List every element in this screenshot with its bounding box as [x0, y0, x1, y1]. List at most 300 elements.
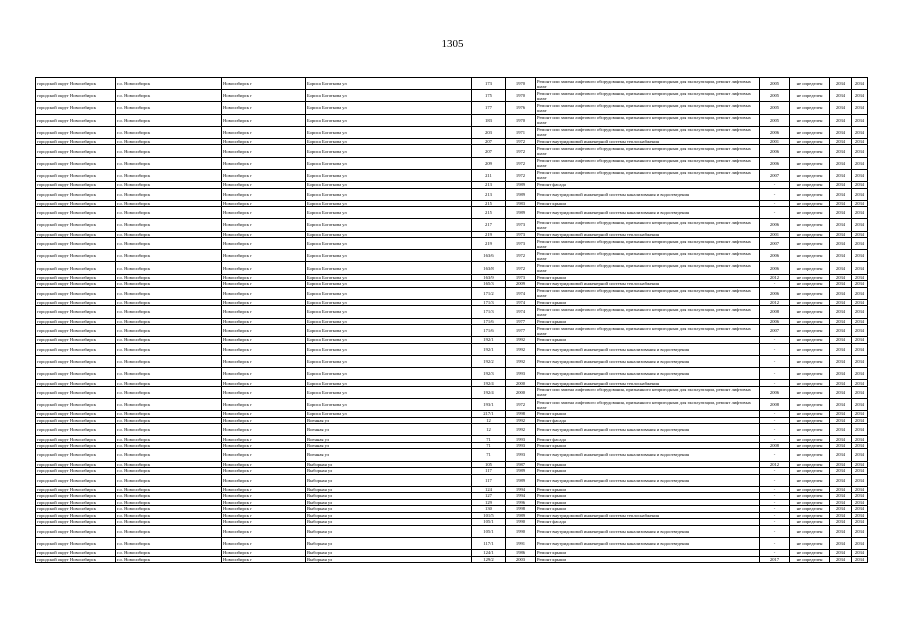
- district-cell: г.о. Новосибирск: [116, 138, 222, 145]
- year-built-cell: 1973: [506, 219, 536, 231]
- work-type-cell: Ремонт или замена лифтового оборудования, признанного непригодным для эксплуатации, ремонт лифтовых шахт: [536, 169, 760, 181]
- last-repair-cell: 2006: [760, 287, 790, 299]
- table-row: [36, 238, 868, 250]
- city-cell: Новосибирск г: [222, 207, 306, 219]
- table-row: [36, 355, 868, 367]
- last-repair-cell: 2006: [760, 262, 790, 274]
- status-cell: не определен: [790, 299, 830, 306]
- last-repair-cell: 2006: [760, 145, 790, 157]
- work-type-cell: Ремонт внутридомовой инженерной системы канализования и водоотведения: [536, 368, 760, 380]
- last-repair-cell: -: [760, 436, 790, 443]
- status-cell: не определен: [790, 468, 830, 475]
- district-cell: г.о. Новосибирск: [116, 169, 222, 181]
- street-cell: Бориса Богаткова ул: [306, 343, 472, 355]
- house-cell: 105: [472, 461, 506, 468]
- year-built-cell: 1970: [506, 114, 536, 126]
- street-cell: Выборная ул: [306, 486, 472, 493]
- year-built-cell: 1987: [506, 461, 536, 468]
- status-cell: не определен: [790, 386, 830, 398]
- plan-end-cell: 2034: [852, 318, 868, 325]
- plan-start-cell: 2034: [830, 550, 852, 557]
- district-cell: г.о. Новосибирск: [116, 512, 222, 519]
- plan-start-cell: 2034: [830, 274, 852, 281]
- table-row: [36, 219, 868, 231]
- last-repair-cell: 2006: [760, 126, 790, 138]
- street-cell: Бориса Богаткова ул: [306, 114, 472, 126]
- district-cell: г.о. Новосибирск: [116, 78, 222, 90]
- plan-start-cell: 2034: [830, 200, 852, 207]
- street-cell: Бориса Богаткова ул: [306, 200, 472, 207]
- plan-end-cell: 2034: [852, 114, 868, 126]
- municipality-cell: городской округ Новосибирск: [36, 468, 116, 475]
- district-cell: г.о. Новосибирск: [116, 474, 222, 486]
- plan-start-cell: 2034: [830, 306, 852, 318]
- work-type-cell: Ремонт крыши: [536, 411, 760, 418]
- last-repair-cell: -: [760, 537, 790, 549]
- house-cell: 183: [472, 114, 506, 126]
- status-cell: не определен: [790, 436, 830, 443]
- plan-end-cell: 2034: [852, 287, 868, 299]
- work-type-cell: Ремонт крыши: [536, 556, 760, 563]
- plan-end-cell: 2034: [852, 556, 868, 563]
- city-cell: Новосибирск г: [222, 188, 306, 200]
- plan-start-cell: 2034: [830, 474, 852, 486]
- district-cell: г.о. Новосибирск: [116, 398, 222, 410]
- plan-end-cell: 2034: [852, 380, 868, 387]
- work-type-cell: Ремонт внутридомовой инженерной системы канализования и водоотведения: [536, 188, 760, 200]
- city-cell: Новосибирск г: [222, 343, 306, 355]
- status-cell: не определен: [790, 506, 830, 513]
- year-built-cell: 1998: [506, 506, 536, 513]
- municipality-cell: городской округ Новосибирск: [36, 299, 116, 306]
- last-repair-cell: 2006: [760, 250, 790, 262]
- plan-end-cell: 2034: [852, 200, 868, 207]
- plan-start-cell: 2034: [830, 238, 852, 250]
- district-cell: г.о. Новосибирск: [116, 274, 222, 281]
- last-repair-cell: -: [760, 424, 790, 436]
- plan-end-cell: 2034: [852, 182, 868, 189]
- municipality-cell: городской округ Новосибирск: [36, 157, 116, 169]
- last-repair-cell: -: [760, 525, 790, 537]
- house-cell: 105/1: [472, 525, 506, 537]
- work-type-cell: Ремонт или замена лифтового оборудования, признанного непригодным для эксплуатации, ремонт лифтовых шахт: [536, 238, 760, 250]
- status-cell: не определен: [790, 556, 830, 563]
- plan-start-cell: 2034: [830, 299, 852, 306]
- year-built-cell: 1992: [506, 337, 536, 344]
- status-cell: не определен: [790, 306, 830, 318]
- table-row: [36, 287, 868, 299]
- status-cell: не определен: [790, 368, 830, 380]
- house-cell: 117: [472, 474, 506, 486]
- plan-start-cell: 2034: [830, 78, 852, 90]
- street-cell: Выборная ул: [306, 550, 472, 557]
- status-cell: не определен: [790, 207, 830, 219]
- plan-start-cell: 2034: [830, 207, 852, 219]
- district-cell: г.о. Новосибирск: [116, 519, 222, 526]
- municipality-cell: городской округ Новосибирск: [36, 262, 116, 274]
- page-number: 1305: [441, 38, 464, 50]
- house-cell: 192/2: [472, 355, 506, 367]
- work-type-cell: Ремонт крыши: [536, 461, 760, 468]
- street-cell: Бориса Богаткова ул: [306, 157, 472, 169]
- district-cell: г.о. Новосибирск: [116, 368, 222, 380]
- last-repair-cell: 2012: [760, 299, 790, 306]
- municipality-cell: городской округ Новосибирск: [36, 145, 116, 157]
- house-cell: 130: [472, 506, 506, 513]
- municipality-cell: городской округ Новосибирск: [36, 90, 116, 102]
- house-cell: 163/6: [472, 250, 506, 262]
- house-cell: 213: [472, 182, 506, 189]
- street-cell: Военная ул: [306, 417, 472, 424]
- municipality-cell: городской округ Новосибирск: [36, 188, 116, 200]
- table-row: [36, 449, 868, 461]
- table-row: [36, 102, 868, 114]
- house-cell: 219: [472, 231, 506, 238]
- plan-start-cell: 2034: [830, 182, 852, 189]
- work-type-cell: Ремонт или замена лифтового оборудования, признанного непригодным для эксплуатации, ремонт лифтовых шахт: [536, 386, 760, 398]
- municipality-cell: городской округ Новосибирск: [36, 250, 116, 262]
- plan-start-cell: 2034: [830, 102, 852, 114]
- work-type-cell: Ремонт внутридомовой инженерной системы канализования и водоотведения: [536, 474, 760, 486]
- work-type-cell: Ремонт внутридомовой инженерной системы теплоснабжения: [536, 281, 760, 288]
- status-cell: не определен: [790, 90, 830, 102]
- plan-start-cell: 2034: [830, 442, 852, 449]
- status-cell: не определен: [790, 337, 830, 344]
- house-cell: 129/2: [472, 556, 506, 563]
- work-type-cell: Ремонт внутридомовой инженерной системы канализования и водоотведения: [536, 449, 760, 461]
- plan-end-cell: 2034: [852, 325, 868, 337]
- district-cell: г.о. Новосибирск: [116, 417, 222, 424]
- district-cell: г.о. Новосибирск: [116, 306, 222, 318]
- last-repair-cell: -: [760, 550, 790, 557]
- house-cell: 129: [472, 499, 506, 506]
- year-built-cell: 2000: [506, 386, 536, 398]
- status-cell: не определен: [790, 499, 830, 506]
- last-repair-cell: -: [760, 182, 790, 189]
- plan-start-cell: 2034: [830, 114, 852, 126]
- house-cell: 105/1: [472, 519, 506, 526]
- city-cell: Новосибирск г: [222, 78, 306, 90]
- year-built-cell: 1994: [506, 493, 536, 500]
- city-cell: Новосибирск г: [222, 474, 306, 486]
- district-cell: г.о. Новосибирск: [116, 188, 222, 200]
- plan-start-cell: 2034: [830, 355, 852, 367]
- district-cell: г.о. Новосибирск: [116, 281, 222, 288]
- plan-start-cell: 2034: [830, 337, 852, 344]
- street-cell: Выборная ул: [306, 468, 472, 475]
- table-row: [36, 188, 868, 200]
- plan-end-cell: 2034: [852, 486, 868, 493]
- city-cell: Новосибирск г: [222, 449, 306, 461]
- year-built-cell: 1974: [506, 287, 536, 299]
- district-cell: г.о. Новосибирск: [116, 486, 222, 493]
- district-cell: г.о. Новосибирск: [116, 207, 222, 219]
- work-type-cell: Ремонт крыши: [536, 506, 760, 513]
- municipality-cell: городской округ Новосибирск: [36, 512, 116, 519]
- street-cell: Бориса Богаткова ул: [306, 102, 472, 114]
- last-repair-cell: -: [760, 506, 790, 513]
- year-built-cell: 1993: [506, 436, 536, 443]
- street-cell: Бориса Богаткова ул: [306, 337, 472, 344]
- status-cell: не определен: [790, 398, 830, 410]
- year-built-cell: 1972: [506, 262, 536, 274]
- status-cell: не определен: [790, 442, 830, 449]
- district-cell: г.о. Новосибирск: [116, 537, 222, 549]
- municipality-cell: городской округ Новосибирск: [36, 417, 116, 424]
- street-cell: Бориса Богаткова ул: [306, 262, 472, 274]
- house-cell: 165/3: [472, 281, 506, 288]
- house-cell: 217/1: [472, 411, 506, 418]
- plan-start-cell: 2034: [830, 436, 852, 443]
- plan-start-cell: 2034: [830, 525, 852, 537]
- municipality-cell: городской округ Новосибирск: [36, 274, 116, 281]
- city-cell: Новосибирск г: [222, 287, 306, 299]
- work-type-cell: Ремонт крыши: [536, 299, 760, 306]
- last-repair-cell: 2006: [760, 157, 790, 169]
- municipality-cell: городской округ Новосибирск: [36, 325, 116, 337]
- city-cell: Новосибирск г: [222, 424, 306, 436]
- plan-start-cell: 2034: [830, 325, 852, 337]
- district-cell: г.о. Новосибирск: [116, 442, 222, 449]
- last-repair-cell: -: [760, 380, 790, 387]
- status-cell: не определен: [790, 287, 830, 299]
- year-built-cell: 1989: [506, 468, 536, 475]
- street-cell: Бориса Богаткова ул: [306, 188, 472, 200]
- plan-end-cell: 2034: [852, 250, 868, 262]
- plan-end-cell: 2034: [852, 337, 868, 344]
- table-row: [36, 386, 868, 398]
- last-repair-cell: -: [760, 355, 790, 367]
- plan-start-cell: 2034: [830, 90, 852, 102]
- last-repair-cell: 2005: [760, 102, 790, 114]
- municipality-cell: городской округ Новосибирск: [36, 442, 116, 449]
- plan-start-cell: 2034: [830, 188, 852, 200]
- work-type-cell: Ремонт крыши: [536, 493, 760, 500]
- plan-end-cell: 2034: [852, 493, 868, 500]
- street-cell: Бориса Богаткова ул: [306, 78, 472, 90]
- year-built-cell: 1973: [506, 238, 536, 250]
- table-row: [36, 537, 868, 549]
- plan-end-cell: 2034: [852, 537, 868, 549]
- year-built-cell: 1974: [506, 299, 536, 306]
- street-cell: Бориса Богаткова ул: [306, 169, 472, 181]
- street-cell: Выборная ул: [306, 506, 472, 513]
- work-type-cell: Ремонт крыши: [536, 200, 760, 207]
- plan-end-cell: 2034: [852, 306, 868, 318]
- year-built-cell: 1998: [506, 411, 536, 418]
- municipality-cell: городской округ Новосибирск: [36, 550, 116, 557]
- house-cell: 163/8: [472, 262, 506, 274]
- district-cell: г.о. Новосибирск: [116, 318, 222, 325]
- house-cell: 171/6: [472, 325, 506, 337]
- plan-end-cell: 2034: [852, 145, 868, 157]
- plan-start-cell: 2034: [830, 250, 852, 262]
- house-cell: 171/2: [472, 287, 506, 299]
- last-repair-cell: -: [760, 499, 790, 506]
- city-cell: Новосибирск г: [222, 442, 306, 449]
- city-cell: Новосибирск г: [222, 486, 306, 493]
- plan-end-cell: 2034: [852, 442, 868, 449]
- work-type-cell: Ремонт крыши: [536, 468, 760, 475]
- municipality-cell: городской округ Новосибирск: [36, 424, 116, 436]
- district-cell: г.о. Новосибирск: [116, 299, 222, 306]
- work-type-cell: Ремонт внутридомовой инженерной системы теплоснабжения: [536, 512, 760, 519]
- street-cell: Выборная ул: [306, 512, 472, 519]
- plan-end-cell: 2034: [852, 274, 868, 281]
- city-cell: Новосибирск г: [222, 337, 306, 344]
- plan-end-cell: 2034: [852, 398, 868, 410]
- year-built-cell: 1977: [506, 318, 536, 325]
- street-cell: Военная ул: [306, 436, 472, 443]
- status-cell: не определен: [790, 238, 830, 250]
- status-cell: не определен: [790, 550, 830, 557]
- plan-start-cell: 2034: [830, 281, 852, 288]
- year-built-cell: 1971: [506, 126, 536, 138]
- year-built-cell: 1974: [506, 306, 536, 318]
- last-repair-cell: -: [760, 468, 790, 475]
- work-type-cell: Ремонт фасада: [536, 519, 760, 526]
- house-cell: 207: [472, 145, 506, 157]
- status-cell: не определен: [790, 182, 830, 189]
- plan-start-cell: 2034: [830, 318, 852, 325]
- plan-start-cell: 2034: [830, 157, 852, 169]
- municipality-cell: городской округ Новосибирск: [36, 182, 116, 189]
- table-row: [36, 525, 868, 537]
- municipality-cell: городской округ Новосибирск: [36, 461, 116, 468]
- plan-end-cell: 2034: [852, 102, 868, 114]
- plan-end-cell: 2034: [852, 90, 868, 102]
- municipality-cell: городской округ Новосибирск: [36, 355, 116, 367]
- district-cell: г.о. Новосибирск: [116, 343, 222, 355]
- municipality-cell: городской округ Новосибирск: [36, 126, 116, 138]
- work-type-cell: Ремонт внутридомовой инженерной системы канализования и водоотведения: [536, 537, 760, 549]
- last-repair-cell: 2006: [760, 318, 790, 325]
- municipality-cell: городской округ Новосибирск: [36, 337, 116, 344]
- house-cell: 193/1: [472, 398, 506, 410]
- plan-end-cell: 2034: [852, 461, 868, 468]
- plan-start-cell: 2034: [830, 512, 852, 519]
- street-cell: Бориса Богаткова ул: [306, 207, 472, 219]
- city-cell: Новосибирск г: [222, 114, 306, 126]
- municipality-cell: городской округ Новосибирск: [36, 343, 116, 355]
- plan-start-cell: 2034: [830, 287, 852, 299]
- plan-end-cell: 2034: [852, 207, 868, 219]
- status-cell: не определен: [790, 525, 830, 537]
- status-cell: не определен: [790, 486, 830, 493]
- city-cell: Новосибирск г: [222, 138, 306, 145]
- year-built-cell: 1992: [506, 417, 536, 424]
- house-cell: 124: [472, 486, 506, 493]
- city-cell: Новосибирск г: [222, 250, 306, 262]
- last-repair-cell: 2006: [760, 386, 790, 398]
- year-built-cell: 1989: [506, 182, 536, 189]
- street-cell: Военная ул: [306, 442, 472, 449]
- last-repair-cell: -: [760, 343, 790, 355]
- city-cell: Новосибирск г: [222, 461, 306, 468]
- district-cell: г.о. Новосибирск: [116, 250, 222, 262]
- year-built-cell: 1993: [506, 449, 536, 461]
- municipality-cell: городской округ Новосибирск: [36, 114, 116, 126]
- status-cell: не определен: [790, 424, 830, 436]
- capital-repair-table: [35, 77, 868, 563]
- municipality-cell: городской округ Новосибирск: [36, 411, 116, 418]
- status-cell: не определен: [790, 200, 830, 207]
- district-cell: г.о. Новосибирск: [116, 102, 222, 114]
- table-row: [36, 78, 868, 90]
- last-repair-cell: -: [760, 493, 790, 500]
- work-type-cell: Ремонт крыши: [536, 486, 760, 493]
- work-type-cell: Ремонт или замена лифтового оборудования, признанного непригодным для эксплуатации, ремонт лифтовых шахт: [536, 126, 760, 138]
- status-cell: не определен: [790, 274, 830, 281]
- status-cell: не определен: [790, 219, 830, 231]
- work-type-cell: Ремонт внутридомовой инженерной системы канализования и водоотведения: [536, 343, 760, 355]
- city-cell: Новосибирск г: [222, 274, 306, 281]
- municipality-cell: городской округ Новосибирск: [36, 506, 116, 513]
- status-cell: не определен: [790, 417, 830, 424]
- municipality-cell: городской округ Новосибирск: [36, 287, 116, 299]
- work-type-cell: Ремонт или замена лифтового оборудования, признанного непригодным для эксплуатации, ремонт лифтовых шахт: [536, 114, 760, 126]
- work-type-cell: Ремонт или замена лифтового оборудования, признанного непригодным для эксплуатации, ремонт лифтовых шахт: [536, 145, 760, 157]
- district-cell: г.о. Новосибирск: [116, 556, 222, 563]
- table-row: [36, 306, 868, 318]
- work-type-cell: Ремонт внутридомовой инженерной системы канализования и водоотведения: [536, 424, 760, 436]
- year-built-cell: 2003: [506, 556, 536, 563]
- status-cell: не определен: [790, 411, 830, 418]
- plan-end-cell: 2034: [852, 512, 868, 519]
- municipality-cell: городской округ Новосибирск: [36, 525, 116, 537]
- city-cell: Новосибирск г: [222, 102, 306, 114]
- municipality-cell: городской округ Новосибирск: [36, 238, 116, 250]
- plan-end-cell: 2034: [852, 355, 868, 367]
- year-built-cell: 1972: [506, 145, 536, 157]
- city-cell: Новосибирск г: [222, 386, 306, 398]
- municipality-cell: городской округ Новосибирск: [36, 219, 116, 231]
- status-cell: не определен: [790, 262, 830, 274]
- street-cell: Выборная ул: [306, 493, 472, 500]
- last-repair-cell: 2017: [760, 556, 790, 563]
- city-cell: Новосибирск г: [222, 537, 306, 549]
- plan-end-cell: 2034: [852, 299, 868, 306]
- plan-start-cell: 2034: [830, 493, 852, 500]
- work-type-cell: Ремонт или замена лифтового оборудования, признанного непригодным для эксплуатации, ремонт лифтовых шахт: [536, 325, 760, 337]
- work-type-cell: Ремонт крыши: [536, 442, 760, 449]
- plan-start-cell: 2034: [830, 262, 852, 274]
- municipality-cell: городской округ Новосибирск: [36, 398, 116, 410]
- year-built-cell: 1990: [506, 519, 536, 526]
- house-cell: 192/1: [472, 343, 506, 355]
- last-repair-cell: -: [760, 411, 790, 418]
- last-repair-cell: -: [760, 188, 790, 200]
- street-cell: Бориса Богаткова ул: [306, 138, 472, 145]
- last-repair-cell: -: [760, 207, 790, 219]
- district-cell: г.о. Новосибирск: [116, 262, 222, 274]
- table-row: [36, 114, 868, 126]
- district-cell: г.о. Новосибирск: [116, 468, 222, 475]
- district-cell: г.о. Новосибирск: [116, 461, 222, 468]
- municipality-cell: городской округ Новосибирск: [36, 493, 116, 500]
- year-built-cell: 2000: [506, 380, 536, 387]
- plan-start-cell: 2034: [830, 519, 852, 526]
- table-row: [36, 474, 868, 486]
- plan-start-cell: 2034: [830, 411, 852, 418]
- street-cell: Выборная ул: [306, 474, 472, 486]
- house-cell: 192/1: [472, 337, 506, 344]
- work-type-cell: Ремонт или замена лифтового оборудования, признанного непригодным для эксплуатации, ремонт лифтовых шахт: [536, 90, 760, 102]
- city-cell: Новосибирск г: [222, 493, 306, 500]
- city-cell: Новосибирск г: [222, 281, 306, 288]
- street-cell: Выборная ул: [306, 499, 472, 506]
- street-cell: Бориса Богаткова ул: [306, 325, 472, 337]
